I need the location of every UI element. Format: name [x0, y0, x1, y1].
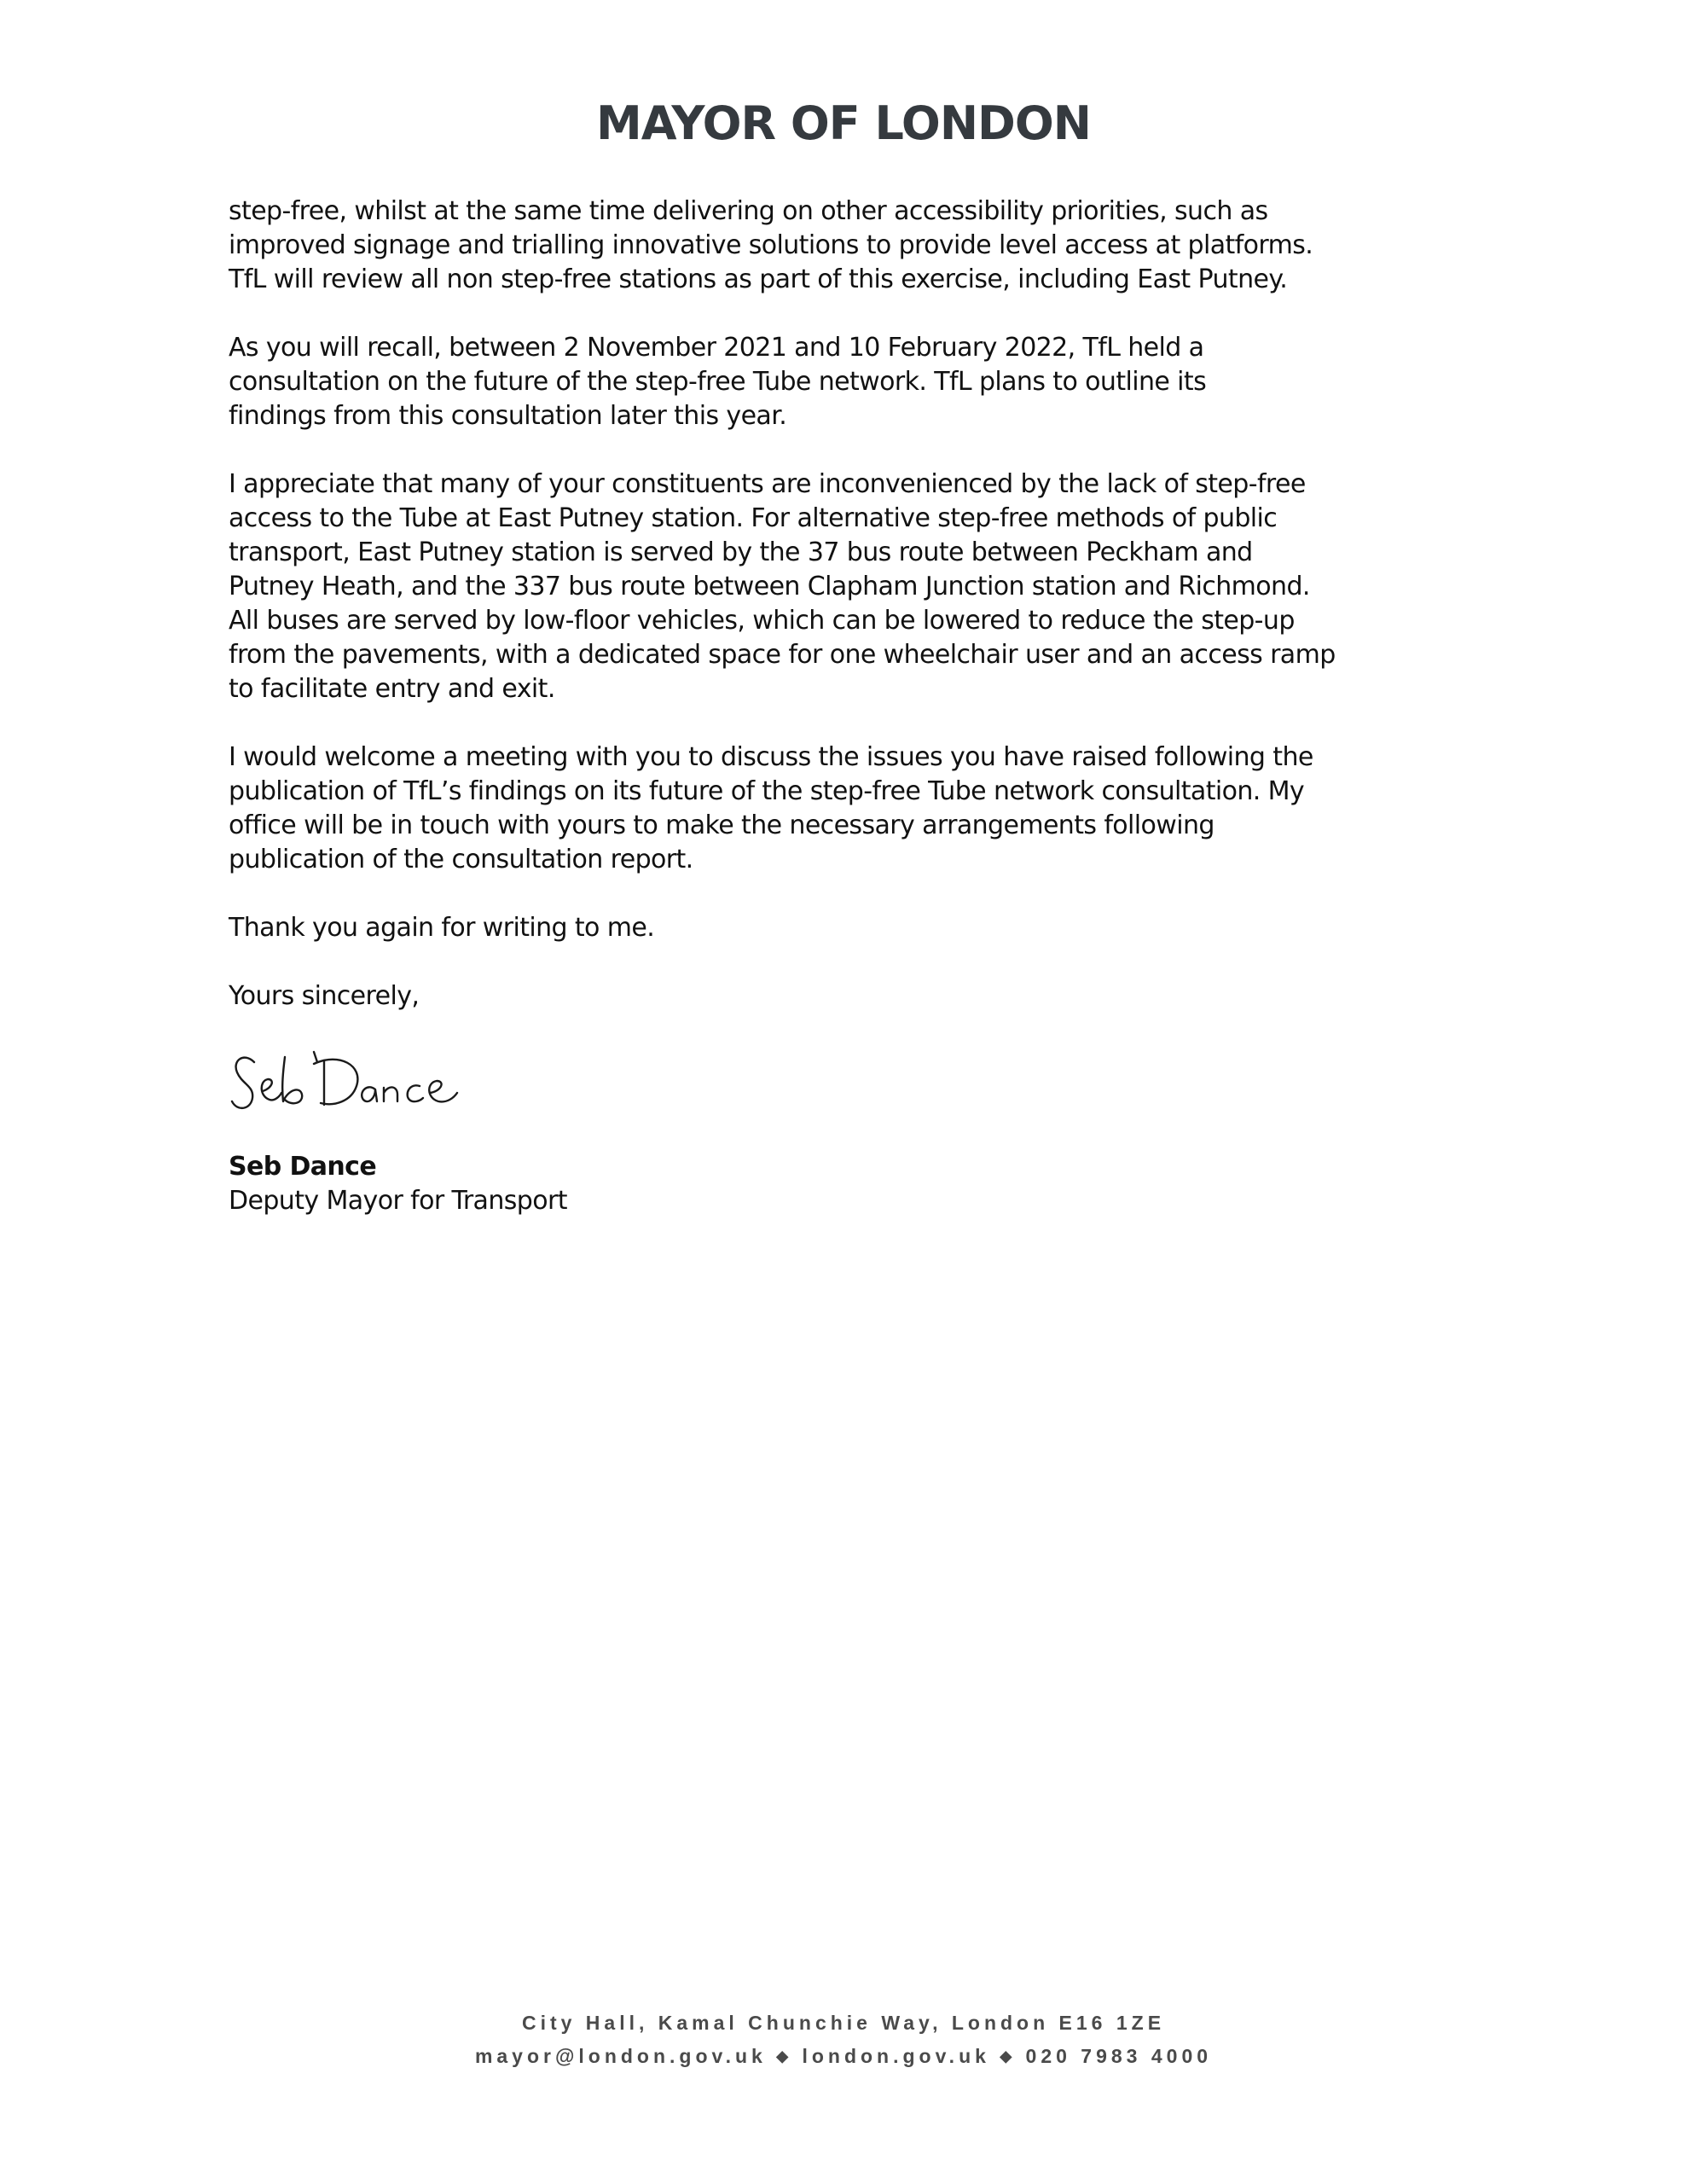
text-line: to facilitate entry and exit. — [229, 674, 555, 704]
text-line: All buses are served by low-floor vehicles, which can be lowered to reduce the step-up — [229, 606, 1295, 636]
text-line: findings from this consultation later this year. — [229, 401, 787, 431]
paragraph — [229, 911, 1423, 945]
letter-body — [229, 195, 1423, 1048]
footer-address: City Hall, Kamal Chunchie Way, London E16 1ZE — [521, 2012, 1166, 2034]
text-line: step-free, whilst at the same time delivering on other accessibility priorities, such as — [229, 196, 1268, 226]
diamond-separator-icon: ◆ — [776, 2048, 793, 2065]
text-line: As you will recall, between 2 November 2021 and 10 February 2022, TfL held a — [229, 333, 1204, 363]
footer-contact — [0, 2045, 1687, 2068]
signer-title: Deputy Mayor for Transport — [229, 1186, 567, 1216]
footer-website: london.gov.uk — [802, 2045, 990, 2067]
text-line: consultation on the future of the step-free Tube network. TfL plans to outline its — [229, 367, 1207, 397]
text-line: I would welcome a meeting with you to discuss the issues you have raised following the — [229, 742, 1313, 772]
text-line: office will be in touch with yours to make the necessary arrangements following — [229, 810, 1215, 840]
text-line: publication of TfL’s findings on its future of the step-free Tube network consultation. My — [229, 776, 1305, 806]
paragraph — [229, 331, 1423, 433]
text-line: improved signage and trialling innovative solutions to provide level access at platforms. — [229, 230, 1313, 260]
closing — [229, 979, 1423, 1014]
paragraph — [229, 741, 1423, 877]
text-line: access to the Tube at East Putney station. For alternative step-free methods of public — [229, 503, 1278, 533]
text-line: Putney Heath, and the 337 bus route between Clapham Junction station and Richmond. — [229, 572, 1310, 601]
handwritten-signature — [229, 1045, 467, 1122]
text-line: I appreciate that many of your constituents are inconvenienced by the lack of step-free — [229, 469, 1306, 499]
diamond-separator-icon: ◆ — [1000, 2048, 1017, 2065]
signer-name: Seb Dance — [229, 1152, 377, 1182]
text-line: publication of the consultation report. — [229, 845, 693, 874]
text-line: transport, East Putney station is served by the 37 bus route between Peckham and — [229, 537, 1253, 567]
text-line: Thank you again for writing to me. — [229, 913, 655, 943]
text-line: from the pavements, with a dedicated space for one wheelchair user and an access ramp — [229, 640, 1336, 670]
footer-phone: 020 7983 4000 — [1025, 2045, 1213, 2067]
footer-email: mayor@london.gov.uk — [474, 2045, 767, 2067]
letterhead-title: MAYOR OF LONDON — [596, 96, 1091, 150]
paragraph — [229, 468, 1423, 706]
paragraph — [229, 195, 1423, 297]
text-line: TfL will review all non step-free stations as part of this exercise, including East Putney. — [229, 264, 1288, 294]
text-line: Yours sincerely, — [229, 981, 420, 1011]
